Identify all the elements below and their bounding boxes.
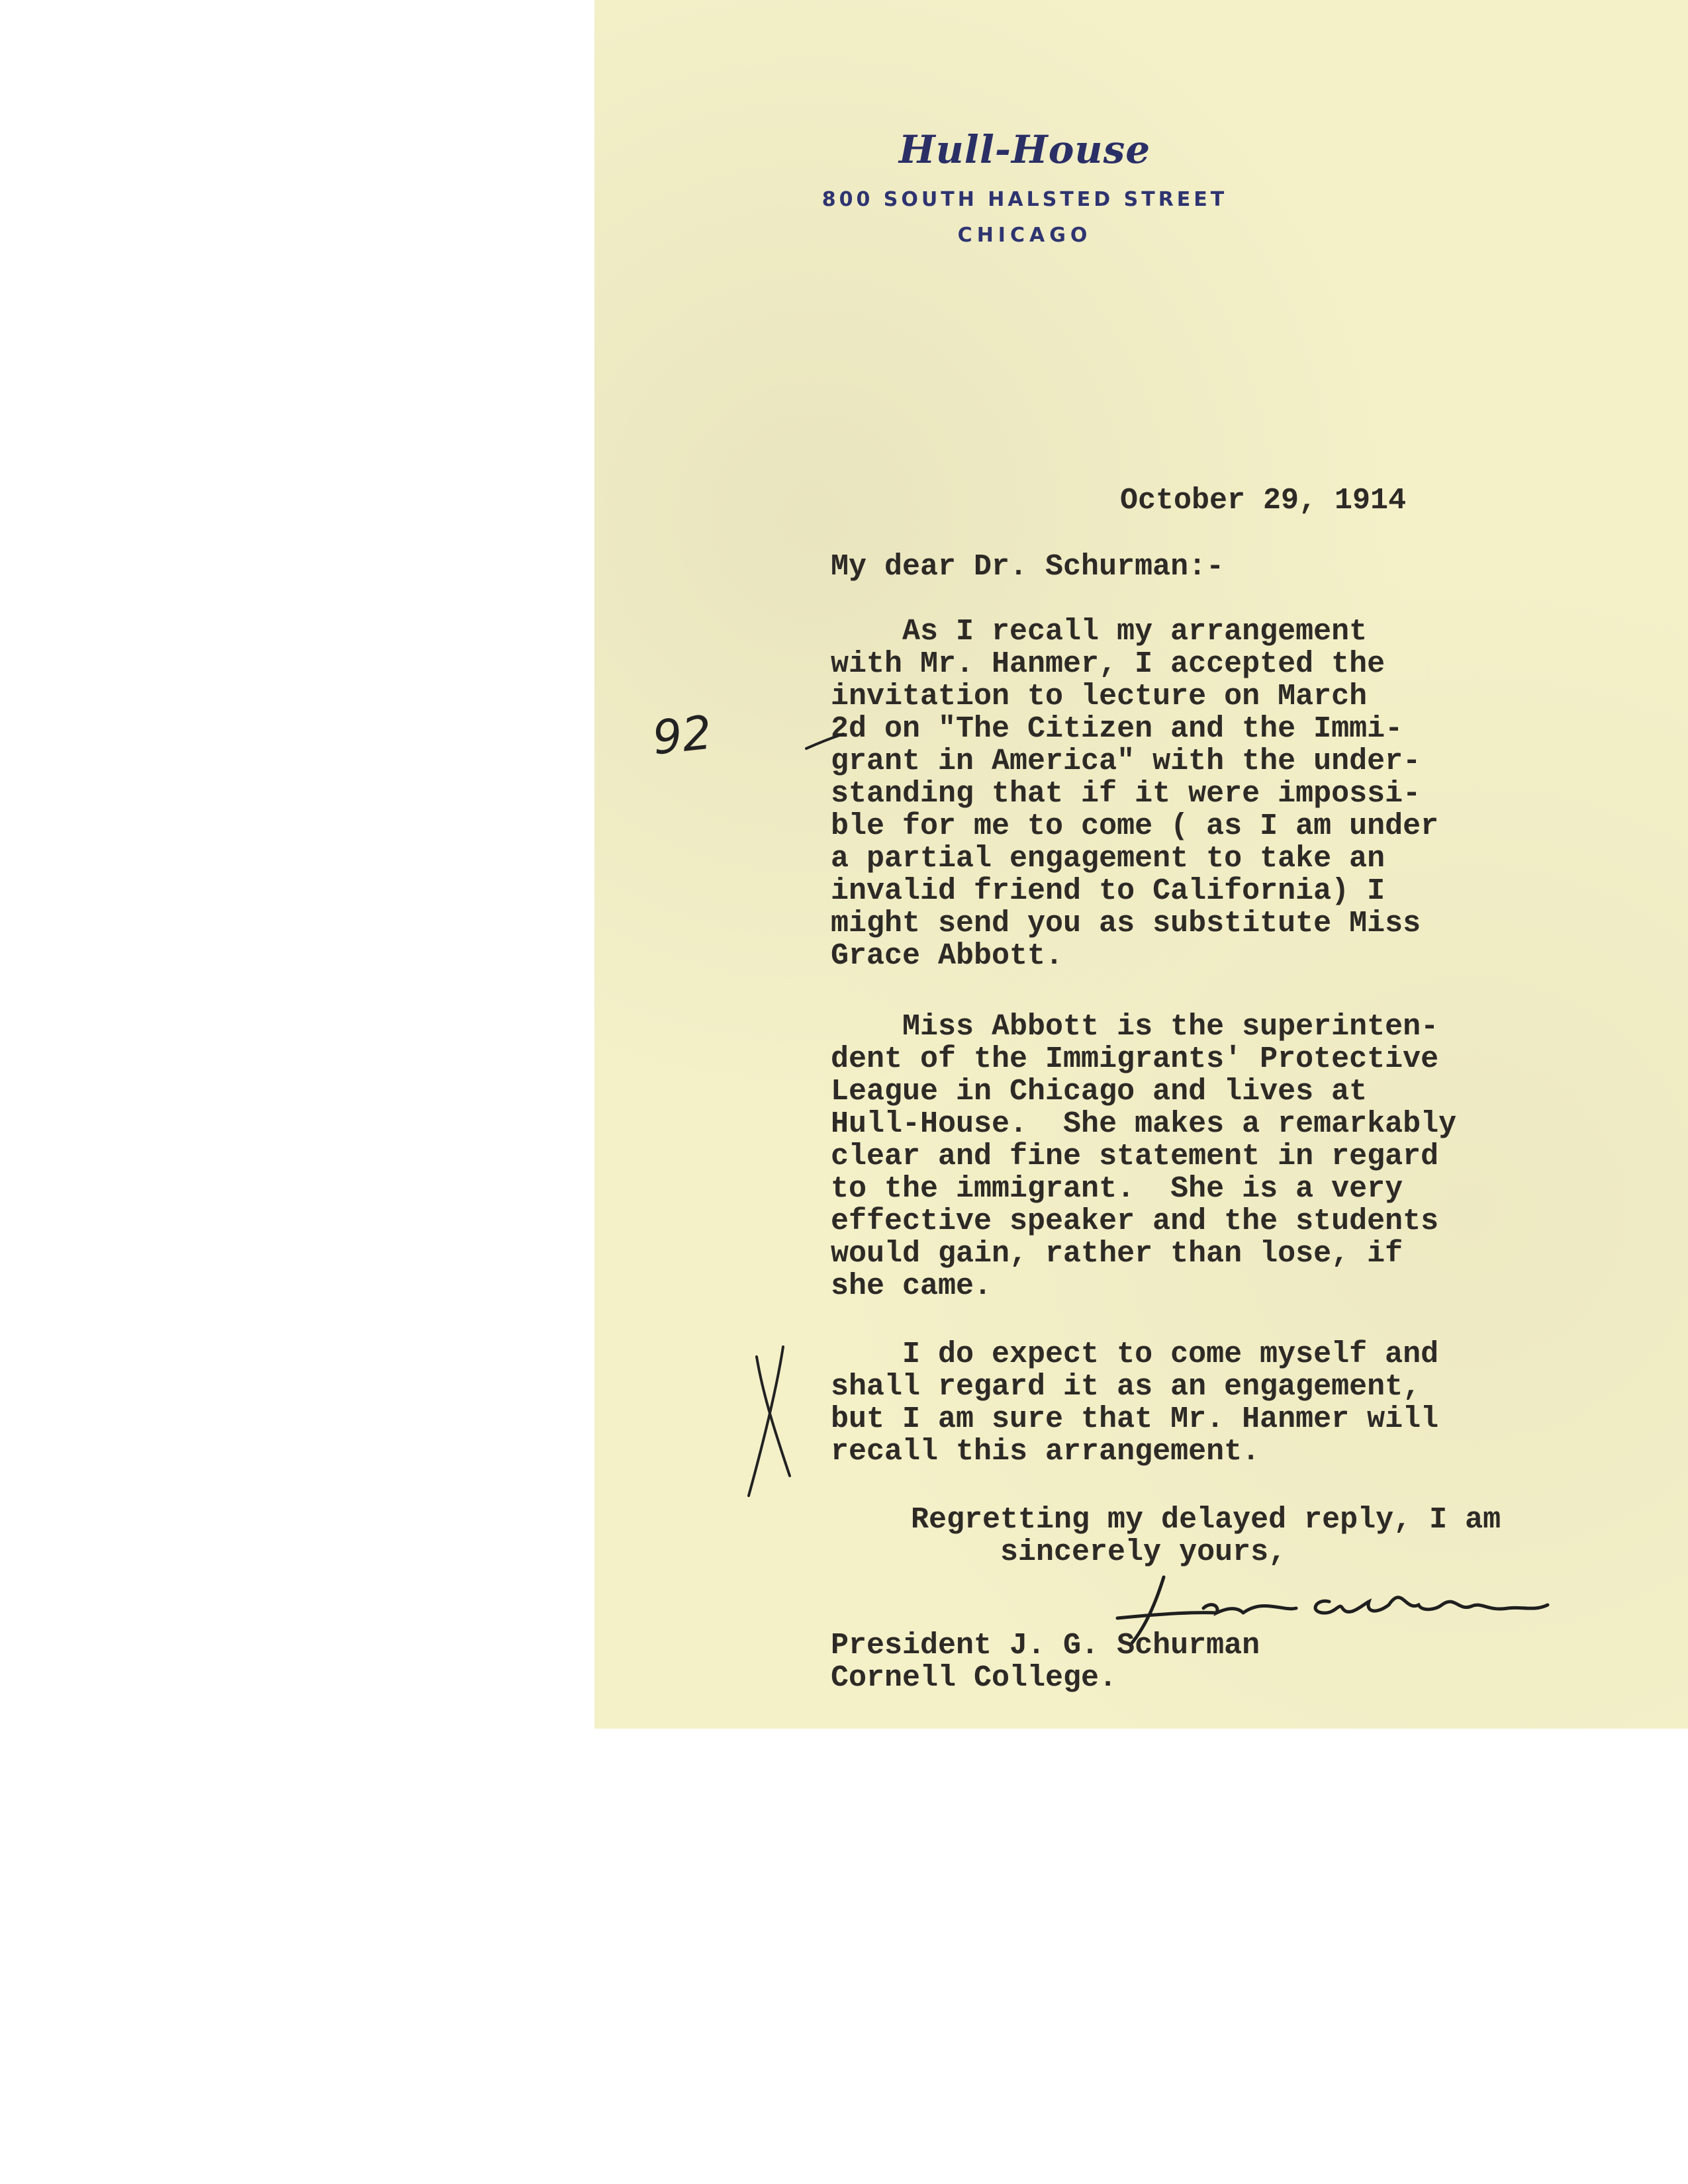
closing: Regretting my delayed reply, I am sincerely yours, <box>911 1503 1501 1569</box>
letterhead-street: 800 SOUTH HALSTED STREET <box>821 188 1228 211</box>
letterhead-name: Hull-House <box>898 127 1151 172</box>
salutation: My dear Dr. Schurman:- <box>831 550 1225 584</box>
paragraph-3: I do expect to come myself and shall regard it as an engagement, but I am sure that Mr. Hanmer will recall this arrangement. <box>831 1338 1439 1469</box>
margin-number-note: 92 <box>649 705 715 766</box>
letter-page <box>594 0 1688 1729</box>
handwritten-x-mark <box>737 1343 810 1502</box>
letter-date: October 29, 1914 <box>1120 484 1407 518</box>
letterhead-city: CHICAGO <box>957 224 1092 247</box>
paragraph-1: As I recall my arrangement with Mr. Hanmer, I accepted the invitation to lecture on March 2d on "The Citizen and the Immi- grant in America" with the under- standing that if it were impossi- ble for me to come ( as I am under a partial engagement to take an invalid friend to California) I might send you as substitute Miss Grace Abbott. <box>831 615 1439 973</box>
handwritten-dash-mark <box>805 731 845 751</box>
recipient-block: President J. G. Schurman Cornell College. <box>831 1629 1260 1695</box>
paragraph-2: Miss Abbott is the superinten- dent of the Immigrants' Protective League in Chicago and lives at Hull-House. She makes a remarkably clear and fine statement in regard to the immigrant. She is a very effective speaker and the students would gain, rather than lose, if she came. <box>831 1010 1457 1303</box>
